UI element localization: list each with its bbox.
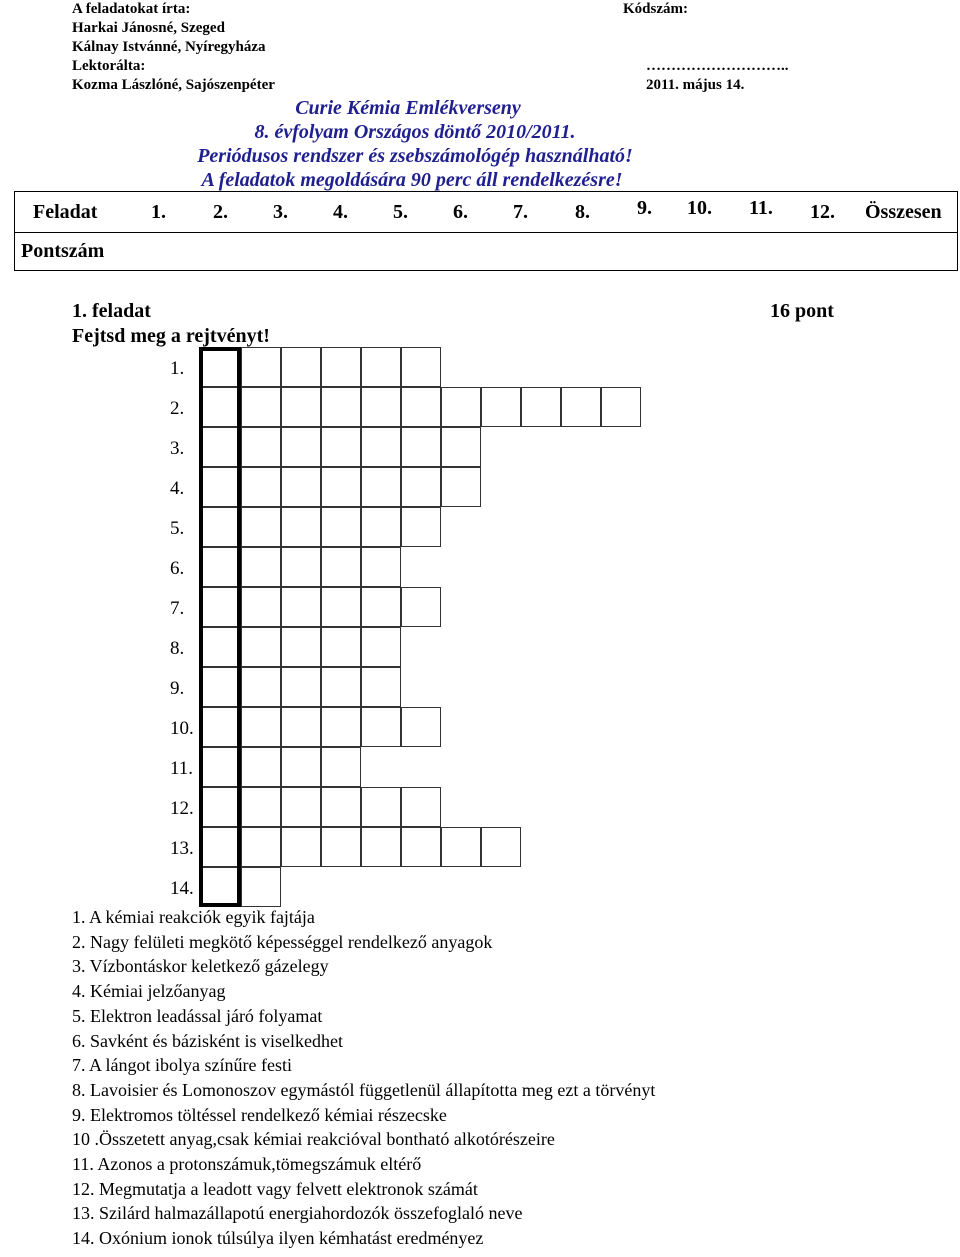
score-col-9: 9.: [637, 197, 652, 219]
clue-item: 1. A kémiai reakciók egyik fajtája: [72, 907, 315, 927]
crossword-cell[interactable]: [281, 547, 321, 587]
score-row-label: Pontszám: [21, 240, 105, 262]
crossword-cell[interactable]: [321, 547, 361, 587]
crossword-cell[interactable]: [361, 467, 401, 507]
crossword-cell[interactable]: [361, 667, 401, 707]
score-table-header-row: [15, 192, 957, 233]
task-instruction: Fejtsd meg a rejtvényt!: [72, 325, 270, 347]
code-label: Kódszám:: [623, 1, 688, 17]
score-col-8: 8.: [575, 201, 590, 223]
clue-item: 7. A lángot ibolya színűre festi: [72, 1055, 292, 1076]
crossword-cell[interactable]: [361, 627, 401, 667]
author-2: Kálnay Istvánné, Nyíregyháza: [72, 39, 266, 55]
crossword-cell[interactable]: [361, 787, 401, 827]
crossword-cell[interactable]: [241, 467, 281, 507]
crossword-cell[interactable]: [241, 427, 281, 467]
crossword-cell[interactable]: [401, 427, 441, 467]
score-col-1: 1.: [151, 201, 166, 223]
crossword-row-number: 10.: [170, 718, 194, 739]
crossword-cell[interactable]: [241, 507, 281, 547]
crossword-row-number: 1.: [170, 358, 185, 379]
crossword-cell[interactable]: [321, 427, 361, 467]
crossword-cell[interactable]: [241, 827, 281, 867]
crossword-row-number: 2.: [170, 398, 185, 419]
task-points: 16 pont: [770, 300, 834, 322]
clue-item: 14. Oxónium ionok túlsúlya ilyen kémhatást eredményez: [72, 1228, 484, 1249]
clue-item: 13. Szilárd halmazállapotú energiahordozók összefoglaló neve: [72, 1203, 523, 1224]
score-col-total: Összesen: [865, 201, 942, 223]
crossword-cell[interactable]: [241, 867, 281, 907]
crossword-cell[interactable]: [241, 627, 281, 667]
crossword-cell[interactable]: [321, 747, 361, 787]
crossword-cell[interactable]: [441, 827, 481, 867]
crossword-cell[interactable]: [321, 827, 361, 867]
crossword-cell[interactable]: [401, 467, 441, 507]
crossword-cell[interactable]: [241, 387, 281, 427]
clue-item: 12. Megmutatja a leadott vagy felvett elektronok számát: [72, 1178, 478, 1199]
crossword-cell[interactable]: [241, 747, 281, 787]
crossword-cell[interactable]: [281, 587, 321, 627]
code-dots: ………………………..: [646, 58, 789, 74]
crossword-cell[interactable]: [401, 387, 441, 427]
crossword-row-number: 7.: [170, 598, 185, 619]
crossword-cell[interactable]: [521, 387, 561, 427]
crossword-row-number: 6.: [170, 558, 185, 579]
clue-item: 10 .Összetett anyag,csak kémiai reakcióval bontható alkotórészeire: [72, 1129, 555, 1150]
title-line-4: A feladatok megoldására 90 perc áll rendelkezésre!: [201, 169, 623, 191]
crossword-cell[interactable]: [281, 747, 321, 787]
score-col-6: 6.: [453, 201, 468, 223]
date: 2011. május 14.: [646, 77, 745, 93]
task-title: 1. feladat: [72, 300, 151, 322]
crossword-cell[interactable]: [441, 467, 481, 507]
clue-item: 2. Nagy felületi megkötő képességgel rendelkező anyagok: [72, 931, 493, 952]
crossword-row-number: 3.: [170, 438, 185, 459]
crossword-cell[interactable]: [321, 347, 361, 387]
crossword-cell[interactable]: [361, 827, 401, 867]
crossword-cell[interactable]: [401, 587, 441, 627]
clue-item: 6. Savként és bázisként is viselkedhet: [72, 1030, 343, 1051]
crossword-cell[interactable]: [321, 587, 361, 627]
crossword-cell[interactable]: [321, 707, 361, 747]
score-col-2: 2.: [213, 201, 228, 223]
crossword-cell[interactable]: [321, 667, 361, 707]
clue-item: 3. Vízbontáskor keletkező gázelegy: [72, 956, 329, 977]
crossword-row-number: 4.: [170, 478, 185, 499]
crossword-cell[interactable]: [281, 347, 321, 387]
score-col-4: 4.: [333, 201, 348, 223]
author-1: Harkai Jánosné, Szeged: [72, 20, 225, 36]
crossword-cell[interactable]: [281, 787, 321, 827]
score-table: [14, 191, 958, 271]
crossword-cell[interactable]: [281, 707, 321, 747]
title-competition: [0, 96, 960, 120]
crossword-cell[interactable]: [241, 707, 281, 747]
title-line-2: 8. évfolyam Országos döntő 2010/2011.: [254, 121, 576, 143]
crossword-cell[interactable]: [401, 787, 441, 827]
crossword-solution-column: [199, 347, 241, 907]
clue-item: 8. Lavoisier és Lomonoszov egymástól függetlenül állapította meg ezt a törvényt: [72, 1079, 656, 1100]
crossword-cell[interactable]: [241, 787, 281, 827]
crossword-cell[interactable]: [281, 507, 321, 547]
crossword-row-number: 8.: [170, 638, 185, 659]
crossword-cell[interactable]: [361, 347, 401, 387]
title-line-3: Periódusos rendszer és zsebszámológép használható!: [197, 145, 633, 167]
crossword-cell[interactable]: [321, 507, 361, 547]
crossword-cell[interactable]: [321, 387, 361, 427]
crossword-cell[interactable]: [281, 387, 321, 427]
score-col-3: 3.: [273, 201, 288, 223]
crossword-cell[interactable]: [321, 467, 361, 507]
clue-item: 11. Azonos a protonszámuk,tömegszámuk eltérő: [72, 1154, 422, 1174]
crossword-cell[interactable]: [281, 427, 321, 467]
crossword-cell[interactable]: [361, 547, 401, 587]
clue-item: 5. Elektron leadással járó folyamat: [72, 1005, 323, 1026]
crossword-cell[interactable]: [441, 427, 481, 467]
score-col-7: 7.: [513, 201, 528, 223]
crossword-cell[interactable]: [281, 667, 321, 707]
crossword-row-number: 13.: [170, 838, 194, 859]
score-col-11: 11.: [749, 197, 773, 219]
crossword-cell[interactable]: [281, 467, 321, 507]
score-table-row-label: Feladat: [33, 201, 98, 223]
crossword-cell[interactable]: [401, 827, 441, 867]
crossword-cell[interactable]: [281, 627, 321, 667]
crossword-cell[interactable]: [401, 347, 441, 387]
crossword-cell[interactable]: [361, 587, 401, 627]
title-line-1: Curie Kémia Emlékverseny: [295, 97, 521, 119]
crossword-cell[interactable]: [241, 587, 281, 627]
crossword-cell[interactable]: [241, 347, 281, 387]
title-time: [0, 168, 960, 192]
crossword-cell[interactable]: [401, 707, 441, 747]
crossword-cell[interactable]: [361, 707, 401, 747]
crossword-cell[interactable]: [241, 547, 281, 587]
score-col-5: 5.: [393, 201, 408, 223]
crossword-cell[interactable]: [321, 627, 361, 667]
crossword-cell[interactable]: [601, 387, 641, 427]
crossword-row-number: 12.: [170, 798, 194, 819]
crossword-cell[interactable]: [281, 827, 321, 867]
crossword-cell[interactable]: [361, 507, 401, 547]
crossword-cell[interactable]: [481, 827, 521, 867]
crossword-row-number: 11.: [170, 758, 194, 779]
crossword-cell[interactable]: [321, 787, 361, 827]
author-label: A feladatokat írta:: [72, 1, 191, 17]
crossword-row-number: 9.: [170, 678, 185, 699]
crossword-cell[interactable]: [401, 507, 441, 547]
crossword-cell[interactable]: [361, 387, 401, 427]
crossword-row-number: 14.: [170, 878, 194, 899]
reviewer-label: Lektorálta:: [72, 58, 146, 74]
reviewer-name: Kozma Lászlóné, Sajószenpéter: [72, 77, 275, 93]
clue-item: 9. Elektromos töltéssel rendelkező kémiai részecske: [72, 1104, 447, 1125]
crossword-cell[interactable]: [241, 667, 281, 707]
crossword-cell[interactable]: [441, 387, 481, 427]
crossword-cell[interactable]: [361, 427, 401, 467]
score-col-10: 10.: [687, 197, 712, 219]
title-grade: [0, 120, 960, 144]
title-tools: [0, 144, 960, 168]
score-col-12: 12.: [810, 201, 835, 223]
crossword-row-number: 5.: [170, 518, 185, 539]
clue-item: 4. Kémiai jelzőanyag: [72, 981, 226, 1002]
crossword-cell[interactable]: [481, 387, 521, 427]
crossword-cell[interactable]: [561, 387, 601, 427]
